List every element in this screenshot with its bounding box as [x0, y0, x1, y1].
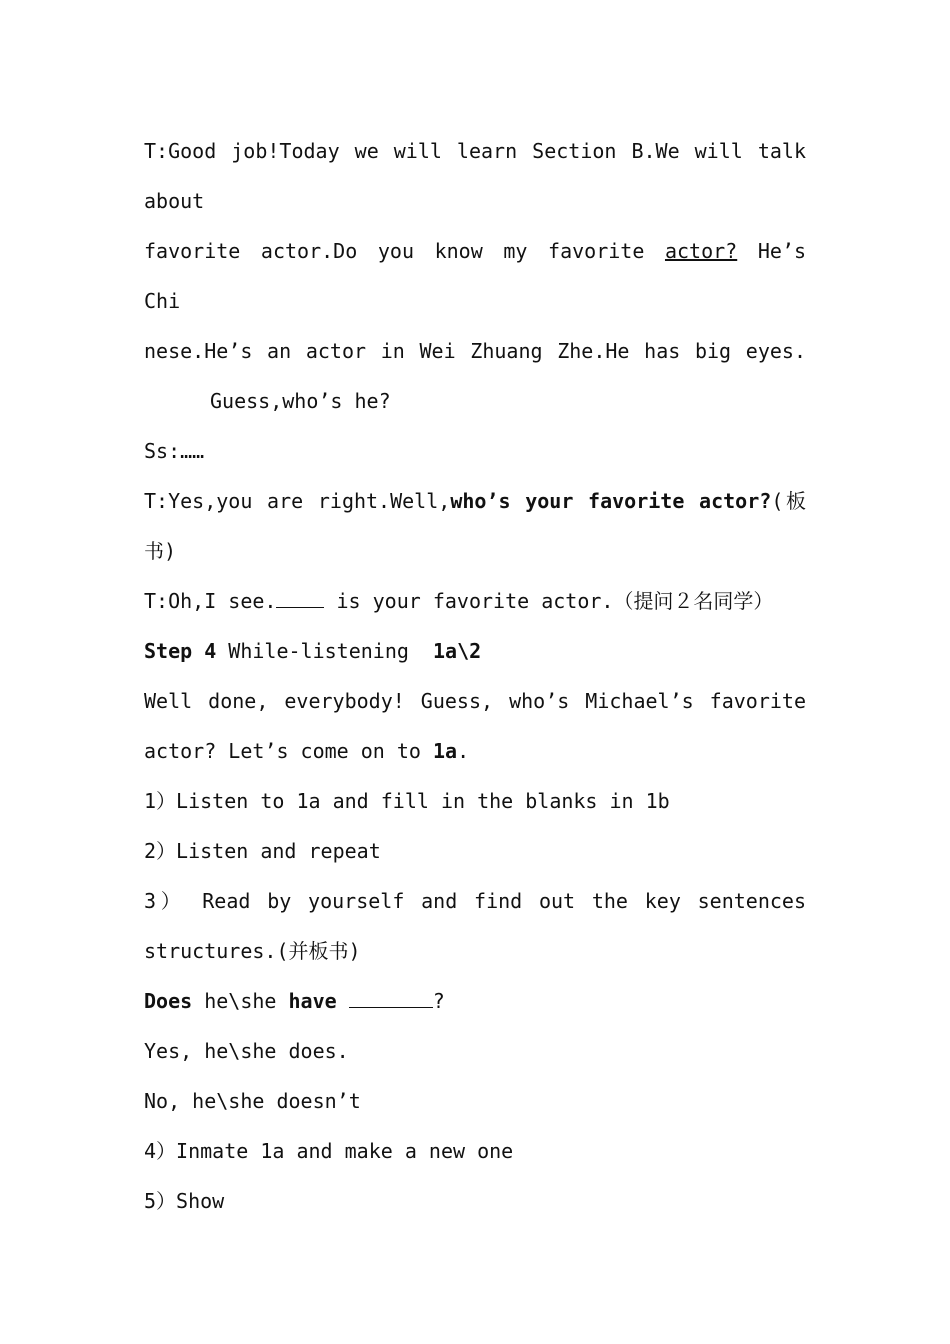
- bold-word: Does: [144, 989, 193, 1013]
- text-span: While-listening: [216, 639, 433, 663]
- underlined-word: actor?: [664, 239, 738, 263]
- step-ref: 1a\2: [433, 639, 482, 663]
- step-label: Step 4: [144, 639, 217, 663]
- text-span: T:Yes,you are right.Well,: [144, 489, 451, 513]
- bold-question: who’s your favorite actor?: [450, 489, 772, 513]
- text-line-10: [144, 576, 806, 626]
- list-item-5: 5）Show: [144, 1189, 225, 1213]
- text-line-6: Guess,who’s he?: [210, 389, 391, 413]
- fill-blank: [349, 989, 433, 1008]
- list-item-3: 3） Read by yourself and find out the key sentences: [144, 889, 806, 913]
- text-line-17: structures.(并板书): [144, 939, 361, 963]
- text-line-7: Ss:……: [144, 439, 205, 463]
- text-line-1: T:Good job!Today we will learn Section B.We will talk: [144, 139, 806, 163]
- text-line-9: 书): [144, 539, 177, 563]
- text-line-3: [144, 226, 806, 276]
- text-span: is your favorite actor.（提问２名同学）: [324, 589, 774, 613]
- text-line-12: Well done, everybody! Guess, who’s Michael’s favorite: [144, 689, 806, 713]
- list-item-1: 1）Listen to 1a and fill in the blanks in 1b: [144, 789, 670, 813]
- text-span: actor? Let’s come on to: [144, 739, 433, 763]
- answer-yes: Yes, he\she does.: [144, 1039, 349, 1063]
- text-span: T:Oh,I see.: [144, 589, 277, 613]
- text-line-8: [144, 476, 806, 526]
- text-span: favorite actor.Do you know my favorite: [144, 239, 665, 263]
- text-span: he\she: [192, 989, 289, 1013]
- bold-word: have: [288, 989, 337, 1013]
- text-line-13: [144, 726, 806, 776]
- text-line-4: Chi: [144, 289, 181, 313]
- text-line-2: about: [144, 189, 205, 213]
- list-item-2: 2）Listen and repeat: [144, 839, 381, 863]
- fill-blank: [276, 589, 324, 608]
- text-span: .: [457, 739, 470, 763]
- bold-ref: 1a: [432, 739, 458, 763]
- text-span: ?: [432, 989, 445, 1013]
- text-span: He’s: [737, 239, 806, 263]
- list-item-4: 4）Inmate 1a and make a new one: [144, 1139, 514, 1163]
- sentence-pattern: [144, 976, 806, 1026]
- text-span: [337, 989, 349, 1013]
- text-span: (板: [771, 489, 806, 513]
- step-heading: [144, 626, 806, 676]
- answer-no: No, he\she doesn’t: [144, 1089, 361, 1113]
- text-line-5: nese.He’s an actor in Wei Zhuang Zhe.He has big eyes.: [144, 339, 806, 363]
